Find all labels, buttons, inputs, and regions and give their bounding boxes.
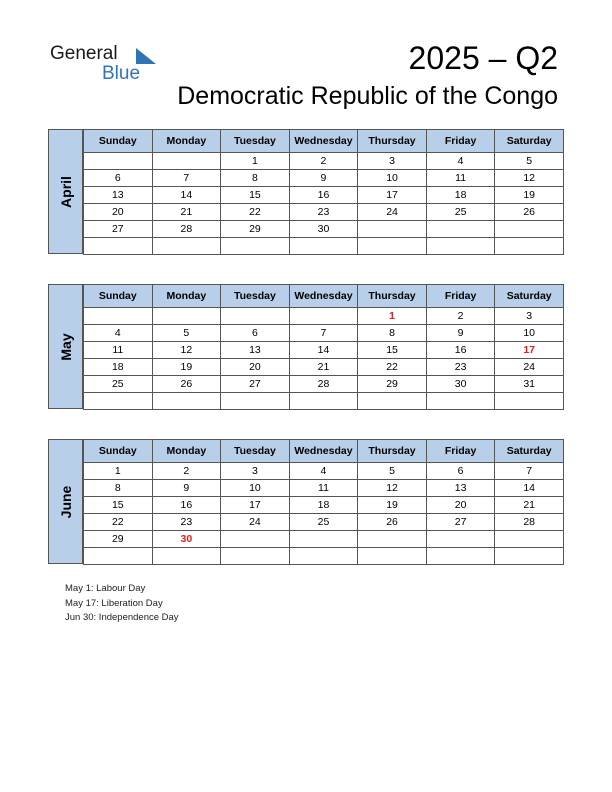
day-cell: 26 — [358, 514, 427, 531]
calendar-table — [83, 129, 564, 255]
logo — [50, 44, 140, 84]
day-cell: 16 — [289, 187, 358, 204]
day-cell: 28 — [495, 514, 564, 531]
day-cell: 13 — [84, 187, 153, 204]
weekday-header: Tuesday — [221, 440, 290, 463]
weekday-header: Wednesday — [289, 130, 358, 153]
day-cell — [289, 238, 358, 255]
day-cell: 7 — [495, 463, 564, 480]
day-cell: 1 — [84, 463, 153, 480]
calendar-table — [83, 439, 564, 565]
weekday-header-row — [84, 285, 564, 308]
weekday-header: Thursday — [358, 285, 427, 308]
day-cell: 8 — [358, 325, 427, 342]
day-cell: 7 — [152, 170, 221, 187]
day-cell — [84, 548, 153, 565]
month-label: April — [48, 129, 83, 254]
day-cell: 25 — [289, 514, 358, 531]
day-cell — [152, 153, 221, 170]
weekday-header: Sunday — [84, 130, 153, 153]
day-cell — [495, 393, 564, 410]
weekday-header: Sunday — [84, 285, 153, 308]
weekday-header: Friday — [426, 440, 495, 463]
day-cell: 4 — [289, 463, 358, 480]
week-row — [84, 463, 564, 480]
month-april — [48, 129, 564, 254]
day-cell: 6 — [426, 463, 495, 480]
day-cell — [426, 548, 495, 565]
logo-triangle-icon — [136, 48, 156, 64]
day-cell: 14 — [289, 342, 358, 359]
week-row — [84, 531, 564, 548]
week-row — [84, 514, 564, 531]
day-cell: 23 — [289, 204, 358, 221]
page-title: 2025 – Q2 — [408, 40, 558, 76]
day-cell: 22 — [221, 204, 290, 221]
day-cell: 2 — [289, 153, 358, 170]
day-cell — [289, 308, 358, 325]
day-cell: 11 — [426, 170, 495, 187]
weekday-header: Tuesday — [221, 130, 290, 153]
month-label: June — [48, 439, 83, 564]
week-row — [84, 497, 564, 514]
day-cell: 3 — [221, 463, 290, 480]
day-cell — [84, 153, 153, 170]
day-cell — [289, 548, 358, 565]
day-cell: 13 — [426, 480, 495, 497]
day-cell: 19 — [152, 359, 221, 376]
day-cell: 20 — [221, 359, 290, 376]
month-label: May — [48, 284, 83, 409]
day-cell: 4 — [84, 325, 153, 342]
day-cell: 21 — [152, 204, 221, 221]
day-cell: 10 — [358, 170, 427, 187]
day-cell: 28 — [152, 221, 221, 238]
day-cell — [358, 221, 427, 238]
weekday-header: Tuesday — [221, 285, 290, 308]
day-cell: 10 — [221, 480, 290, 497]
day-cell — [426, 238, 495, 255]
weekday-header: Wednesday — [289, 285, 358, 308]
day-cell: 16 — [152, 497, 221, 514]
day-cell: 19 — [358, 497, 427, 514]
day-cell: 4 — [426, 153, 495, 170]
day-cell — [221, 393, 290, 410]
day-cell — [84, 238, 153, 255]
logo-general-text: General — [50, 43, 118, 64]
day-cell — [152, 548, 221, 565]
day-cell: 11 — [84, 342, 153, 359]
day-cell: 19 — [495, 187, 564, 204]
week-row — [84, 359, 564, 376]
day-cell: 18 — [84, 359, 153, 376]
day-cell: 5 — [495, 153, 564, 170]
week-row — [84, 376, 564, 393]
day-cell — [84, 308, 153, 325]
day-cell: 23 — [426, 359, 495, 376]
weekday-header: Saturday — [495, 130, 564, 153]
weekday-header: Monday — [152, 285, 221, 308]
weekday-header: Monday — [152, 440, 221, 463]
day-cell: 17 — [495, 342, 564, 359]
weekday-header: Saturday — [495, 440, 564, 463]
day-cell — [221, 548, 290, 565]
weekday-header: Sunday — [84, 440, 153, 463]
day-cell: 14 — [495, 480, 564, 497]
day-cell — [152, 393, 221, 410]
day-cell: 3 — [495, 308, 564, 325]
week-row — [84, 480, 564, 497]
day-cell: 21 — [495, 497, 564, 514]
week-row — [84, 342, 564, 359]
day-cell — [495, 548, 564, 565]
holiday-note: Jun 30: Independence Day — [65, 612, 179, 623]
week-row — [84, 548, 564, 565]
weekday-header-row — [84, 440, 564, 463]
day-cell: 17 — [221, 497, 290, 514]
day-cell: 6 — [84, 170, 153, 187]
day-cell: 15 — [84, 497, 153, 514]
day-cell: 29 — [221, 221, 290, 238]
day-cell: 27 — [84, 221, 153, 238]
month-june — [48, 439, 564, 564]
weekday-header: Wednesday — [289, 440, 358, 463]
week-row — [84, 170, 564, 187]
holiday-note: May 17: Liberation Day — [65, 597, 163, 609]
day-cell: 2 — [152, 463, 221, 480]
day-cell: 12 — [152, 342, 221, 359]
day-cell — [289, 531, 358, 548]
day-cell — [221, 238, 290, 255]
day-cell: 9 — [426, 325, 495, 342]
day-cell: 25 — [426, 204, 495, 221]
week-row — [84, 308, 564, 325]
day-cell: 23 — [152, 514, 221, 531]
week-row — [84, 221, 564, 238]
day-cell: 5 — [358, 463, 427, 480]
day-cell — [426, 531, 495, 548]
day-cell: 17 — [358, 187, 427, 204]
day-cell: 27 — [221, 376, 290, 393]
day-cell: 29 — [358, 376, 427, 393]
day-cell: 20 — [84, 204, 153, 221]
week-row — [84, 393, 564, 410]
day-cell: 5 — [152, 325, 221, 342]
day-cell: 24 — [221, 514, 290, 531]
day-cell: 26 — [152, 376, 221, 393]
day-cell: 16 — [426, 342, 495, 359]
week-row — [84, 187, 564, 204]
day-cell: 26 — [495, 204, 564, 221]
day-cell — [495, 238, 564, 255]
day-cell: 1 — [358, 308, 427, 325]
day-cell: 25 — [84, 376, 153, 393]
weekday-header: Thursday — [358, 440, 427, 463]
day-cell: 15 — [221, 187, 290, 204]
day-cell: 18 — [426, 187, 495, 204]
day-cell — [358, 531, 427, 548]
day-cell — [358, 238, 427, 255]
day-cell — [289, 393, 358, 410]
day-cell — [495, 221, 564, 238]
day-cell — [358, 548, 427, 565]
weekday-header: Friday — [426, 285, 495, 308]
day-cell: 30 — [152, 531, 221, 548]
day-cell: 22 — [358, 359, 427, 376]
calendar-table — [83, 284, 564, 410]
holiday-note: May 1: Labour Day — [65, 583, 146, 594]
day-cell: 28 — [289, 376, 358, 393]
day-cell — [152, 308, 221, 325]
day-cell: 11 — [289, 480, 358, 497]
weekday-header: Monday — [152, 130, 221, 153]
day-cell: 20 — [426, 497, 495, 514]
day-cell: 30 — [426, 376, 495, 393]
logo-blue-text: Blue — [102, 63, 141, 84]
day-cell — [221, 308, 290, 325]
day-cell: 3 — [358, 153, 427, 170]
week-row — [84, 238, 564, 255]
day-cell: 13 — [221, 342, 290, 359]
day-cell: 14 — [152, 187, 221, 204]
day-cell — [84, 393, 153, 410]
day-cell: 2 — [426, 308, 495, 325]
day-cell: 8 — [84, 480, 153, 497]
weekday-header: Friday — [426, 130, 495, 153]
day-cell: 22 — [84, 514, 153, 531]
weekday-header: Thursday — [358, 130, 427, 153]
day-cell: 9 — [152, 480, 221, 497]
day-cell: 15 — [358, 342, 427, 359]
day-cell: 8 — [221, 170, 290, 187]
month-may — [48, 284, 564, 409]
day-cell — [495, 531, 564, 548]
day-cell: 30 — [289, 221, 358, 238]
day-cell: 6 — [221, 325, 290, 342]
day-cell — [426, 393, 495, 410]
day-cell — [426, 221, 495, 238]
day-cell: 12 — [495, 170, 564, 187]
day-cell: 21 — [289, 359, 358, 376]
holiday-notes — [65, 582, 179, 626]
day-cell: 29 — [84, 531, 153, 548]
day-cell: 27 — [426, 514, 495, 531]
country-title: Democratic Republic of the Congo — [177, 82, 558, 110]
day-cell: 7 — [289, 325, 358, 342]
day-cell: 18 — [289, 497, 358, 514]
day-cell — [152, 238, 221, 255]
week-row — [84, 325, 564, 342]
week-row — [84, 204, 564, 221]
day-cell: 12 — [358, 480, 427, 497]
weekday-header: Saturday — [495, 285, 564, 308]
day-cell: 24 — [495, 359, 564, 376]
day-cell: 1 — [221, 153, 290, 170]
day-cell: 9 — [289, 170, 358, 187]
week-row — [84, 153, 564, 170]
day-cell — [358, 393, 427, 410]
day-cell: 24 — [358, 204, 427, 221]
day-cell: 31 — [495, 376, 564, 393]
weekday-header-row — [84, 130, 564, 153]
day-cell: 10 — [495, 325, 564, 342]
day-cell — [221, 531, 290, 548]
